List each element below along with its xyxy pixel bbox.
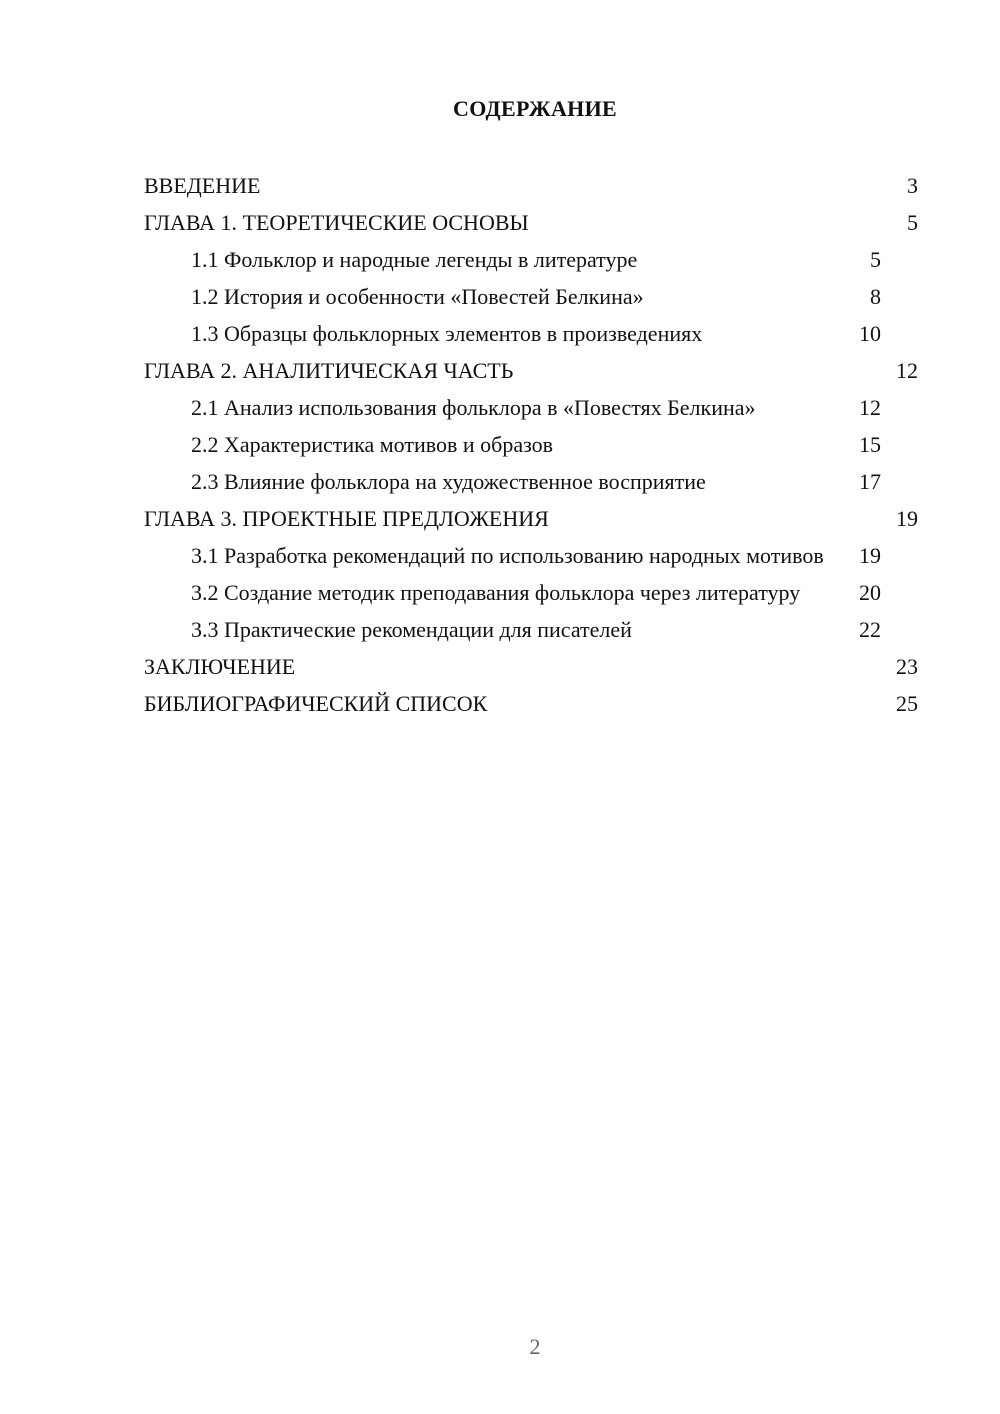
toc-entry-label: 3.2 Создание методик преподавания фольклора через литературу: [191, 580, 801, 605]
page-title: СОДЕРЖАНИЕ: [453, 96, 617, 121]
toc-entry-section-3-3[interactable]: [144, 612, 918, 649]
toc-entry-page: 17: [859, 469, 881, 494]
toc-entry-section-2-3[interactable]: [144, 464, 918, 501]
toc-entry-section-1-3[interactable]: [144, 316, 918, 353]
toc-entry-page: 5: [907, 210, 918, 235]
toc-entry-label: 3.1 Разработка рекомендаций по использованию народных мотивов: [191, 543, 824, 568]
toc-entry-page: 23: [896, 654, 918, 679]
toc-entry-page: 25: [896, 691, 918, 716]
toc-entry-label: ГЛАВА 1. ТЕОРЕТИЧЕСКИЕ ОСНОВЫ: [144, 210, 529, 235]
toc-entry-page: 19: [859, 543, 881, 568]
table-of-contents: [144, 168, 918, 723]
toc-entry-label: ГЛАВА 3. ПРОЕКТНЫЕ ПРЕДЛОЖЕНИЯ: [144, 506, 549, 531]
toc-entry-page: 12: [896, 358, 918, 383]
toc-entry-page: 19: [896, 506, 918, 531]
toc-entry-label: ЗАКЛЮЧЕНИЕ: [144, 654, 296, 679]
toc-entry-chapter-3[interactable]: [144, 501, 918, 538]
toc-entry-section-3-2[interactable]: [144, 575, 918, 612]
toc-entry-chapter-2[interactable]: [144, 353, 918, 390]
toc-entry-page: 20: [859, 580, 881, 605]
toc-entry-section-2-1[interactable]: [144, 390, 918, 427]
toc-entry-page: 10: [859, 321, 881, 346]
toc-entry-label: 3.3 Практические рекомендации для писателей: [191, 617, 632, 642]
toc-entry-chapter-1[interactable]: [144, 205, 918, 242]
toc-entry-label: 2.2 Характеристика мотивов и образов: [191, 432, 554, 457]
toc-entry-label: БИБЛИОГРАФИЧЕСКИЙ СПИСОК: [144, 691, 488, 716]
toc-entry-label: 1.2 История и особенности «Повестей Белкина»: [191, 284, 644, 309]
toc-entry-section-3-1[interactable]: [144, 538, 918, 575]
toc-entry-label: 2.3 Влияние фольклора на художественное восприятие: [191, 469, 706, 494]
toc-entry-page: 22: [859, 617, 881, 642]
toc-entry-page: 5: [870, 247, 881, 272]
toc-entry-bibliography[interactable]: [144, 686, 918, 723]
toc-entry-section-1-2[interactable]: [144, 279, 918, 316]
toc-entry-introduction[interactable]: [144, 168, 918, 205]
toc-entry-section-1-1[interactable]: [144, 242, 918, 279]
toc-entry-page: 3: [907, 173, 918, 198]
toc-entry-page: 12: [859, 395, 881, 420]
page-number: 2: [529, 1334, 541, 1359]
toc-entry-label: ГЛАВА 2. АНАЛИТИЧЕСКАЯ ЧАСТЬ: [144, 358, 514, 383]
toc-entry-label: 2.1 Анализ использования фольклора в «Повестях Белкина»: [191, 395, 756, 420]
toc-entry-page: 8: [870, 284, 881, 309]
toc-entry-label: 1.3 Образцы фольклорных элементов в произведениях: [191, 321, 703, 346]
toc-entry-section-2-2[interactable]: [144, 427, 918, 464]
toc-entry-page: 15: [859, 432, 881, 457]
toc-entry-label: 1.1 Фольклор и народные легенды в литературе: [191, 247, 638, 272]
toc-entry-label: ВВЕДЕНИЕ: [144, 173, 261, 198]
toc-entry-conclusion[interactable]: [144, 649, 918, 686]
